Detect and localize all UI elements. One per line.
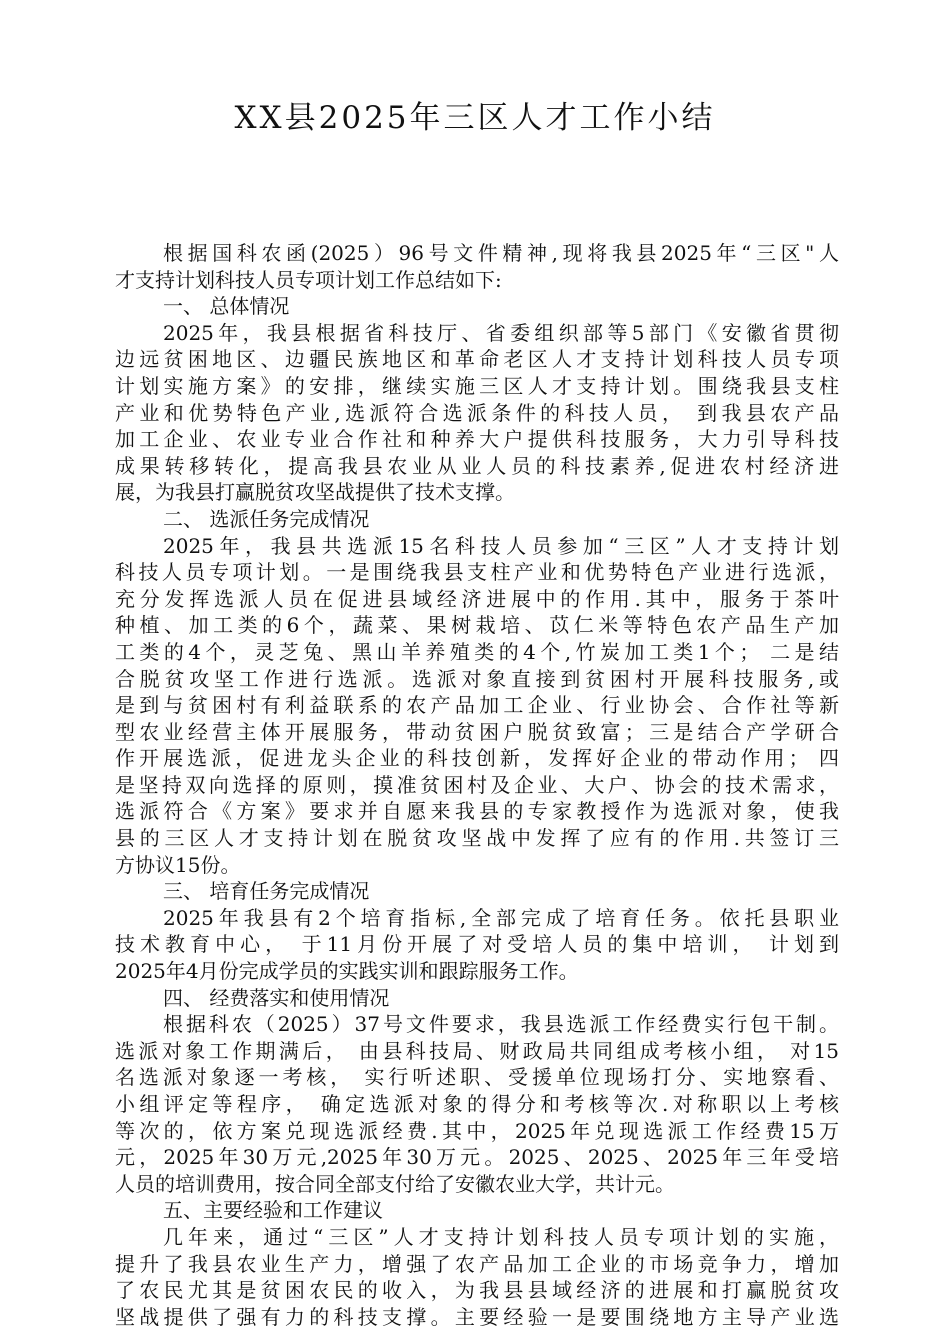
paragraph-line: 根据国科农函(2025）96号文件精神,现将我县2025年“三区"人 xyxy=(163,241,839,265)
section-heading: 五、主要经验和工作建议 xyxy=(163,1198,383,1223)
paragraph-line: 人员的培训费用，按合同全部支付给了安徽农业大学，共计元。 xyxy=(115,1171,675,1196)
paragraph-line: 种植、加工类的6个，蔬菜、果树栽培、苡仁米等特色农产品生产加 xyxy=(115,613,839,638)
paragraph-line: 元，2025年30万元,2025年30万元。2025、2025、2025年三年受培 xyxy=(115,1145,839,1170)
section-heading: 四、 经费落实和使用情况 xyxy=(163,985,390,1010)
document-body xyxy=(115,240,839,1330)
paragraph-line: 县的三区人才支持计划在脱贫攻坚战中发挥了应有的作用.共签订三 xyxy=(115,826,839,851)
paragraph-line: 是到与贫困村有利益联系的农产品加工企业、行业协会、合作社等新 xyxy=(115,693,839,718)
paragraph-line: 选派符合《方案》要求并自愿来我县的专家教授作为选派对象，使我 xyxy=(115,799,839,824)
paragraph-line: 小组评定等程序， 确定选派对象的得分和考核等次.对称职以上考核 xyxy=(115,1092,839,1116)
paragraph-line: 工类的4个，灵芝兔、黑山羊养殖类的4个,竹炭加工类1个； 二是结 xyxy=(115,639,839,664)
section-heading: 二、 选派任务完成情况 xyxy=(163,506,370,531)
paragraph-line: 展，为我县打赢脱贫攻坚战提供了技术支撑。 xyxy=(115,480,515,505)
paragraph-line: 2025年，我县根据省科技厅、省委组织部等5部门《安徽省贯彻 xyxy=(163,320,839,345)
paragraph-line: 加工企业、农业专业合作社和种养大户提供科技服务，大力引导科技 xyxy=(115,427,839,452)
paragraph-line: 型农业经营主体开展服务，带动贫困户脱贫致富；三是结合产学研合 xyxy=(115,719,839,744)
document-title: XX县2025年三区人才工作小结 xyxy=(234,100,716,136)
paragraph-line: 选派对象工作期满后， 由县科技局、财政局共同组成考核小组， 对15 xyxy=(115,1038,839,1063)
paragraph-line: 成果转移转化，提高我县农业从业人员的科技素养,促进农村经济进 xyxy=(115,453,839,478)
paragraph-line: 合脱贫攻坚工作进行选派。选派对象直接到贫困村开展科技服务,或 xyxy=(115,666,839,691)
paragraph-line: 2025年4月份完成学员的实践实训和跟踪服务工作。 xyxy=(115,959,579,984)
paragraph-line: 方协议15份。 xyxy=(115,852,241,877)
paragraph-line: 几年来，通过“三区”人才支持计划科技人员专项计划的实施， xyxy=(163,1224,839,1249)
paragraph-line: 才支持计划科技人员专项计划工作总结如下: xyxy=(115,267,502,292)
paragraph-line: 提升了我县农业生产力，增强了农产品加工企业的市场竞争力，增加 xyxy=(115,1251,839,1276)
paragraph-line: 边远贫困地区、边疆民族地区和革命老区人才支持计划科技人员专项 xyxy=(115,347,839,372)
paragraph-line: 根据科农（2025）37号文件要求，我县选派工作经费实行包干制。 xyxy=(163,1012,839,1037)
paragraph-line: 计划实施方案》的安排，继续实施三区人才支持计划。围绕我县支柱 xyxy=(115,373,839,398)
paragraph-line: 是坚持双向选择的原则，摸准贫困村及企业、大户、协会的技术需求， xyxy=(115,772,839,797)
paragraph-line: 名选派对象逐一考核， 实行听述职、受援单位现场打分、实地察看、 xyxy=(115,1065,839,1090)
section-heading: 一、 总体情况 xyxy=(163,294,290,319)
paragraph-line: 科技人员专项计划。一是围绕我县支柱产业和优势特色产业进行选派， xyxy=(115,560,839,585)
paragraph-line: 坚战提供了强有力的科技支撑。主要经验一是要围绕地方主导产业选 xyxy=(115,1304,839,1329)
paragraph-line: 产业和优势特色产业,选派符合选派条件的科技人员， 到我县农产品 xyxy=(115,400,839,425)
paragraph-line: 作开展选派，促进龙头企业的科技创新，发挥好企业的带动作用； 四 xyxy=(115,746,839,771)
paragraph-line: 了农民尤其是贫困农民的收入，为我县县域经济的进展和打赢脱贫攻 xyxy=(115,1278,839,1303)
section-heading: 三、 培育任务完成情况 xyxy=(163,879,370,904)
paragraph-line: 技术教育中心， 于11月份开展了对受培人员的集中培训， 计划到 xyxy=(115,932,839,957)
paragraph-line: 2025年，我县共选派15名科技人员参加“三区”人才支持计划 xyxy=(163,533,839,558)
paragraph-line: 2025年我县有2个培育指标,全部完成了培育任务。依托县职业 xyxy=(163,905,839,930)
paragraph-line: 等次的，依方案兑现选派经费.其中，2025年兑现选派工作经费15万 xyxy=(115,1118,839,1143)
paragraph-line: 充分发挥选派人员在促进县域经济进展中的作用.其中，服务于茶叶 xyxy=(115,586,839,611)
